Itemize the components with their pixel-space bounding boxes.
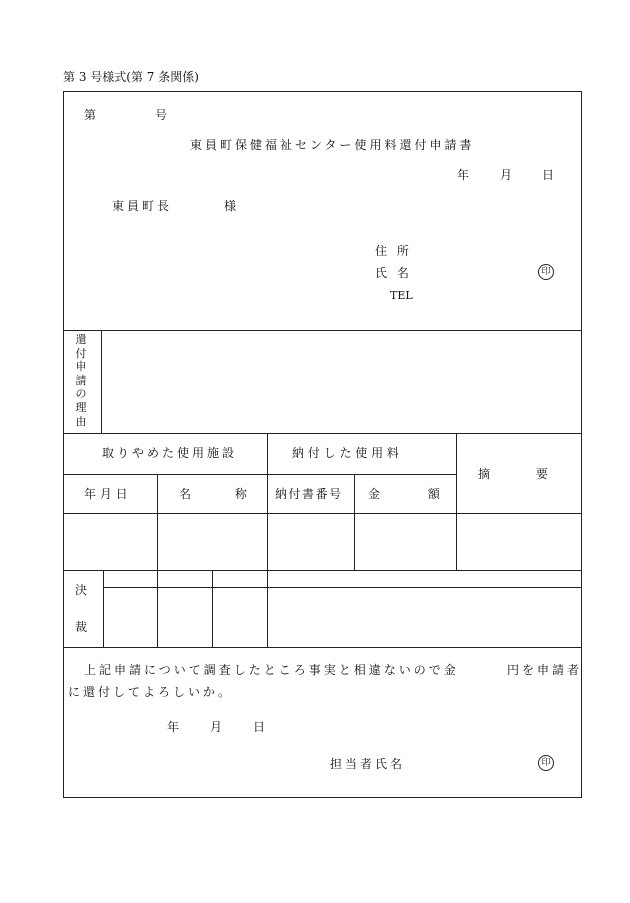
- column-name: 名 称: [179, 487, 247, 501]
- decision-col-border-2: [157, 570, 158, 647]
- divider-decision-inner: [103, 587, 582, 588]
- decision-label-1: 決: [75, 583, 88, 597]
- reason-label: 還 付 申 請 の 理 由: [75, 333, 87, 428]
- decision-col-border-1: [103, 570, 104, 647]
- column-date: 年 月 日: [84, 487, 128, 501]
- document-number-suffix: 号: [155, 108, 168, 122]
- applicant-seal: 印: [538, 264, 554, 280]
- date-month: 月: [500, 168, 513, 182]
- officer-name-label: 担当者氏名: [330, 757, 406, 771]
- remarks-header: 摘 要: [478, 467, 548, 481]
- table-col-border-1: [157, 474, 158, 570]
- approval-text-line1: 上記申請について調査したところ事実と相違ないので金: [84, 663, 459, 677]
- approval-year: 年: [167, 720, 180, 734]
- reason-label-border: [101, 330, 102, 433]
- approval-text-line2: に還付してよろしいか。: [68, 685, 234, 699]
- divider-table-subheader: [63, 474, 457, 475]
- approval-month: 月: [210, 720, 223, 734]
- telephone-label: TEL: [390, 289, 413, 302]
- address-label: 住 所: [375, 244, 412, 258]
- document-number-prefix: 第: [84, 108, 97, 122]
- applicant-name-label: 氏 名: [375, 266, 412, 280]
- form-number-label: 第 3 号様式(第 7 条関係): [63, 70, 199, 84]
- column-amount: 金 額: [368, 487, 440, 501]
- addressee-honorific: 様: [224, 199, 237, 213]
- divider-decision: [63, 647, 582, 648]
- decision-label-2: 裁: [75, 620, 88, 634]
- divider-table-header: [63, 513, 582, 514]
- decision-col-border-3: [212, 570, 213, 647]
- table-col-border-4: [456, 433, 457, 570]
- fee-header: 納 付 し た 使 用 料: [292, 446, 399, 460]
- addressee: 東員町長: [112, 199, 173, 213]
- decision-col-border-4: [267, 570, 268, 647]
- divider-reason: [63, 433, 582, 434]
- table-col-border-2: [267, 433, 268, 570]
- table-col-border-3: [354, 474, 355, 570]
- divider-header: [63, 330, 582, 331]
- date-day: 日: [542, 168, 555, 182]
- form-title: 東員町保健福祉センター使用料還付申請書: [190, 138, 475, 152]
- approval-text-line1-end: 円を申請者: [507, 663, 583, 677]
- divider-table-row: [63, 570, 582, 571]
- date-year: 年: [457, 168, 470, 182]
- facility-header: 取りやめた使用施設: [102, 446, 238, 460]
- officer-seal: 印: [538, 755, 554, 771]
- column-receipt-number: 納付書番号: [275, 487, 343, 501]
- approval-day: 日: [253, 720, 266, 734]
